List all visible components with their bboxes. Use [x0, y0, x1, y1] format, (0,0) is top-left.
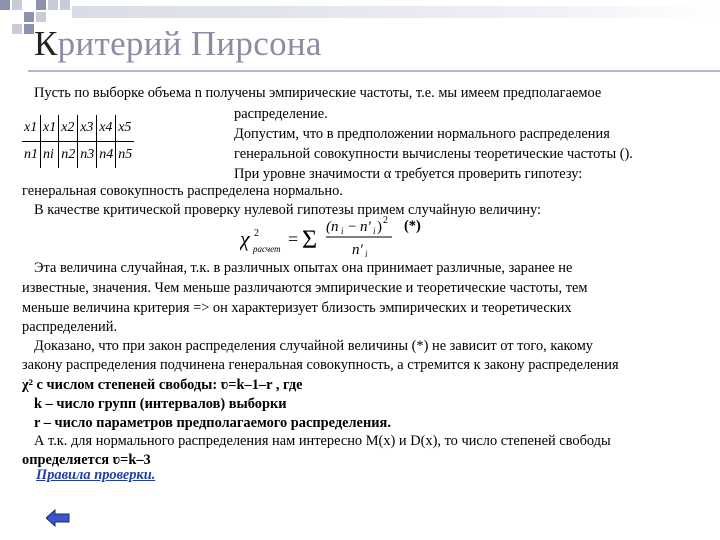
title-first-letter: К	[34, 24, 58, 63]
svg-text:расчет: расчет	[253, 244, 281, 254]
svg-text:−: −	[348, 219, 357, 235]
rules-link[interactable]: Правила проверки.	[36, 467, 156, 483]
slide-title	[34, 22, 322, 66]
table-row-values	[22, 115, 134, 142]
paragraph-1-line-1: Пусть по выборке объема n получены эмпирические частоты, т.е. мы имеем предполагаемое	[34, 85, 602, 101]
paragraph-3-line-1: Эта величина случайная, т.к. в различных опытах она принимает различные, заранее не	[34, 260, 573, 276]
paragraph-1-line-5: При уровне значимости α требуется проверить гипотезу:	[234, 166, 583, 182]
table-cell: x1	[22, 115, 41, 142]
table-cell: x3	[78, 115, 97, 142]
table-cell: n2	[59, 142, 78, 169]
svg-text:χ: χ	[240, 226, 250, 251]
frequency-table	[22, 115, 134, 168]
definition-r: r – число параметров предполагаемого распределения.	[34, 415, 391, 431]
paragraph-4-line-2: закону распределения подчинена генеральная совокупность, а стремится к закону распределения	[22, 357, 619, 373]
header-bar	[72, 6, 720, 18]
svg-text:n': n'	[360, 219, 371, 235]
paragraph-5-line-1: А т.к. для нормального распределения нам интересно M(x) и D(x), то число степеней свободы	[34, 433, 611, 449]
svg-text:2: 2	[254, 228, 259, 239]
definition-k: k – число групп (интервалов) выборки	[34, 396, 287, 412]
svg-text:(n: (n	[326, 219, 339, 235]
table-cell: n1	[22, 142, 41, 169]
paragraph-2: В качестве критической проверку нулевой гипотезы примем случайную величину:	[34, 202, 541, 218]
table-row-frequencies	[22, 142, 134, 169]
table-cell: n3	[78, 142, 97, 169]
svg-text:2: 2	[383, 215, 388, 226]
svg-text:i: i	[341, 226, 344, 236]
table-cell: n5	[118, 147, 133, 162]
svg-text:n': n'	[352, 242, 363, 258]
paragraph-5-line-2: определяется ʋ=k–3	[22, 452, 151, 468]
paragraph-1-line-2: распределение.	[234, 106, 328, 122]
paragraph-1-line-4: генеральной совокупности вычислены теоретические частоты ().	[234, 146, 633, 162]
paragraph-1-line-6: генеральная совокупность распределена нормально.	[22, 183, 343, 199]
formula-label: (*)	[404, 218, 421, 234]
svg-text:): )	[377, 219, 382, 235]
table-cell: x5	[116, 115, 135, 142]
paragraph-3-line-2: известные, значения. Чем меньше различаются эмпирические и теоретические частоты, тем	[22, 280, 588, 296]
svg-text:Σ: Σ	[302, 225, 318, 254]
title-underline	[28, 70, 720, 72]
paragraph-3-line-3: меньше величина критерия => он характеризует близость эмпирических и теоретических	[22, 300, 572, 316]
paragraph-1-line-3: Допустим, что в предположении нормального распределения	[234, 126, 610, 142]
table-cell: x1	[41, 115, 59, 142]
title-rest: ритерий Пирсона	[57, 24, 322, 63]
table-cell: n4	[97, 142, 116, 169]
back-arrow-icon[interactable]	[46, 508, 70, 528]
paragraph-3-line-4: распределений.	[22, 319, 118, 335]
paragraph-4-line-1: Доказано, что при закон распределения случайной величины (*) не зависит от того, какому	[34, 338, 593, 354]
svg-text:i: i	[365, 249, 368, 258]
chi-square-formula	[240, 214, 430, 258]
svg-text:=: =	[288, 229, 299, 249]
table-cell: x4	[97, 115, 116, 142]
paragraph-4-line-3: χ² с числом степеней свободы: ʋ=k–1–r , где	[22, 377, 303, 393]
table-cell: x2	[59, 115, 78, 142]
svg-text:i: i	[373, 226, 376, 236]
table-cell: ni	[41, 142, 59, 169]
